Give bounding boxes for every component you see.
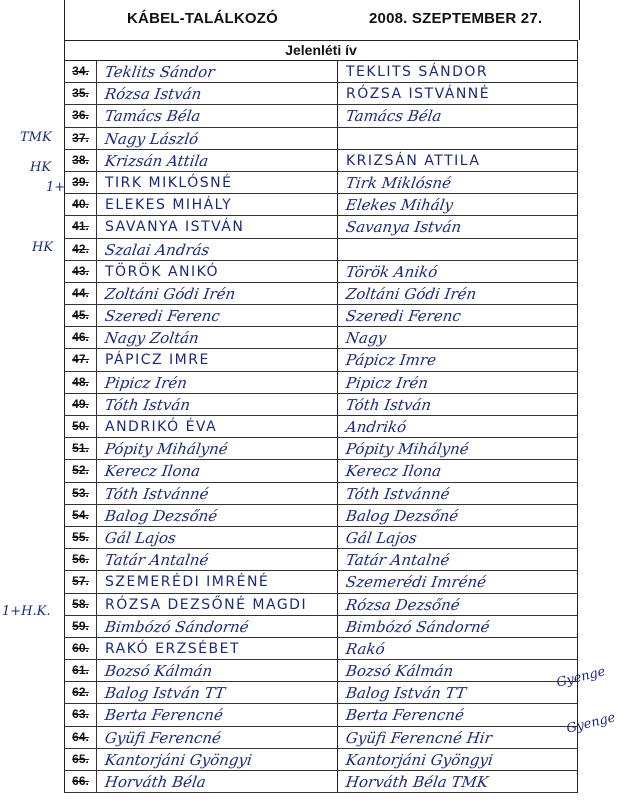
- attendee-signature: Zoltáni Gódi Irén: [344, 284, 478, 303]
- name-cell: [97, 638, 338, 659]
- attendee-signature: Tirk Miklósné: [344, 173, 453, 192]
- name-cell: [97, 438, 338, 459]
- signature-cell: [338, 172, 579, 193]
- margin-note-hk-3: 1+H.K.: [2, 604, 51, 619]
- signature-cell: [338, 549, 579, 570]
- attendee-signature: Pópity Mihályné: [344, 440, 471, 459]
- name-cell: [97, 460, 338, 481]
- attendee-name: Berta Ferencné: [103, 706, 225, 725]
- table-row: [64, 172, 578, 194]
- attendee-name: Kantorjáni Gyöngyi: [103, 750, 254, 769]
- table-row: [64, 704, 578, 726]
- name-cell: [97, 416, 338, 437]
- row-number: 60.: [65, 638, 97, 659]
- row-number: 48.: [65, 372, 97, 393]
- row-number: 38.: [65, 150, 97, 171]
- attendee-name: Krizsán Attila: [103, 151, 210, 170]
- table-row: [64, 571, 578, 593]
- attendee-name: ELEKES MIHÁLY: [105, 197, 233, 214]
- attendee-signature: TEKLITS SÁNDOR: [346, 64, 489, 80]
- attendee-name: Tóth István: [103, 395, 192, 414]
- attendee-signature: Tamács Béla: [344, 107, 443, 126]
- row-number: 50.: [65, 416, 97, 437]
- table-row: [64, 616, 578, 638]
- signature-cell: [338, 261, 579, 282]
- name-cell: [97, 194, 338, 215]
- signature-cell: [338, 394, 579, 415]
- row-number: 46.: [65, 327, 97, 348]
- attendee-name: Balog István TT: [103, 684, 227, 703]
- row-number: 41.: [65, 216, 97, 237]
- name-cell: [97, 216, 338, 237]
- row-number: 64.: [65, 727, 97, 748]
- attendee-name: Gyüfi Ferencné: [103, 728, 223, 747]
- row-number: 42.: [65, 239, 97, 260]
- attendee-name: Balog Dezsőné: [103, 506, 219, 525]
- attendee-signature: Bimbózó Sándorné: [344, 617, 491, 636]
- attendance-table: [64, 61, 578, 793]
- row-number: 59.: [65, 616, 97, 637]
- attendee-signature: Nagy: [344, 329, 388, 348]
- signature-cell: [338, 594, 579, 615]
- row-number: 34.: [65, 61, 97, 82]
- table-row: [64, 749, 578, 771]
- attendee-name: Nagy László: [103, 129, 200, 148]
- signature-cell: [338, 327, 579, 348]
- attendee-signature: Horváth Béla TMK: [344, 773, 490, 791]
- signature-cell: [338, 438, 579, 459]
- table-row: [64, 394, 578, 416]
- signature-cell: [338, 61, 579, 82]
- attendee-name: Pipicz Irén: [103, 373, 189, 392]
- attendee-signature: Rakó: [344, 639, 386, 658]
- margin-note-hk-2: HK: [32, 240, 54, 255]
- attendee-name: ANDRIKÓ ÉVA: [105, 419, 218, 435]
- attendee-signature: Tóth Istvánné: [344, 484, 451, 503]
- attendee-name: RÓZSA DEZSŐNÉ MAGDI: [105, 596, 308, 613]
- row-number: 55.: [65, 527, 97, 548]
- attendee-name: Tatár Antalné: [103, 551, 210, 570]
- table-row: [64, 505, 578, 527]
- row-number: 51.: [65, 438, 97, 459]
- signature-cell: [338, 283, 579, 304]
- name-cell: [97, 394, 338, 415]
- row-number: 54.: [65, 505, 97, 526]
- name-cell: [97, 505, 338, 526]
- name-cell: [97, 771, 338, 792]
- table-row: [64, 83, 578, 105]
- name-cell: [97, 594, 338, 615]
- table-row: [64, 527, 578, 549]
- attendee-name: Rózsa István: [103, 85, 203, 104]
- attendee-signature: Elekes Mihály: [344, 196, 455, 215]
- name-cell: [97, 483, 338, 504]
- name-cell: [97, 61, 338, 82]
- signature-cell: [338, 216, 579, 237]
- attendee-name: Teklits Sándor: [103, 63, 216, 81]
- signature-cell: [338, 616, 579, 637]
- name-cell: [97, 372, 338, 393]
- name-cell: [97, 682, 338, 703]
- signature-cell: [338, 194, 579, 215]
- name-cell: [97, 616, 338, 637]
- table-row: [64, 638, 578, 660]
- attendee-name: Bimbózó Sándorné: [103, 617, 250, 636]
- row-number: 44.: [65, 283, 97, 304]
- table-row: [64, 305, 578, 327]
- table-row: [64, 150, 578, 172]
- attendee-signature: Kantorjáni Gyöngyi: [344, 750, 495, 769]
- name-cell: [97, 349, 338, 370]
- attendee-signature: Tóth István: [344, 395, 433, 414]
- row-number: 43.: [65, 261, 97, 282]
- signature-cell: [338, 150, 579, 171]
- table-row: [64, 438, 578, 460]
- attendee-signature: Szemerédi Imréné: [344, 573, 488, 592]
- margin-note-1plus: 1+: [46, 180, 66, 195]
- attendee-signature: Balog Dezsőné: [344, 506, 460, 525]
- name-cell: [97, 660, 338, 681]
- attendee-signature: Balog István TT: [344, 684, 468, 703]
- name-cell: [97, 749, 338, 770]
- table-row: [64, 372, 578, 394]
- name-cell: [97, 105, 338, 126]
- row-number: 56.: [65, 549, 97, 570]
- attendee-name: TIRK MIKLÓSNÉ: [105, 174, 233, 191]
- signature-cell: [338, 571, 579, 592]
- table-row: [64, 771, 578, 793]
- attendee-signature: KRIZSÁN ATTILA: [346, 152, 481, 169]
- table-row: [64, 283, 578, 305]
- attendee-name: Tóth Istvánné: [103, 484, 210, 503]
- signature-cell: [338, 749, 579, 770]
- signature-cell: [338, 239, 579, 260]
- signature-cell: [338, 771, 579, 792]
- name-cell: [97, 283, 338, 304]
- signature-cell: [338, 704, 579, 725]
- attendee-signature: Pápicz Imre: [344, 351, 438, 370]
- row-number: 47.: [65, 349, 97, 370]
- table-row: [64, 549, 578, 571]
- table-row: [64, 416, 578, 438]
- signature-cell: [338, 83, 579, 104]
- signature-cell: [338, 682, 579, 703]
- signature-cell: [338, 660, 579, 681]
- table-row: [64, 682, 578, 704]
- signature-cell: [338, 305, 579, 326]
- attendee-name: SZEMERÉDI IMRÉNÉ: [105, 574, 270, 591]
- attendee-signature: RÓZSA ISTVÁNNÉ: [346, 86, 491, 103]
- name-cell: [97, 261, 338, 282]
- name-cell: [97, 128, 338, 149]
- row-number: 58.: [65, 594, 97, 615]
- attendee-name: TÖRÖK ANIKÓ: [105, 263, 220, 280]
- attendee-signature: Andrikó: [344, 418, 408, 436]
- row-number: 53.: [65, 483, 97, 504]
- signature-cell: [338, 505, 579, 526]
- attendee-signature: Berta Ferencné: [344, 706, 466, 725]
- table-row: [64, 61, 578, 83]
- table-row: [64, 194, 578, 216]
- margin-note-gyenge-1: Gyenge: [554, 664, 607, 691]
- name-cell: [97, 527, 338, 548]
- table-row: [64, 261, 578, 283]
- signature-cell: [338, 416, 579, 437]
- row-number: 36.: [65, 105, 97, 126]
- row-number: 40.: [65, 194, 97, 215]
- name-cell: [97, 704, 338, 725]
- row-number: 66.: [65, 771, 97, 792]
- attendee-signature: Kerecz Ilona: [344, 462, 443, 481]
- table-row: [64, 727, 578, 749]
- table-row: [64, 660, 578, 682]
- signature-cell: [338, 527, 579, 548]
- signature-cell: [338, 105, 579, 126]
- signature-cell: [338, 372, 579, 393]
- name-cell: [97, 571, 338, 592]
- margin-note-tmk: TMK: [20, 130, 52, 145]
- sheet-header: [64, 0, 580, 40]
- row-number: 37.: [65, 128, 97, 149]
- row-number: 61.: [65, 660, 97, 681]
- name-cell: [97, 150, 338, 171]
- row-number: 62.: [65, 682, 97, 703]
- margin-note-gyenge-2: Gyenge: [564, 710, 617, 737]
- attendee-name: Horváth Béla: [103, 773, 208, 791]
- margin-note-hk: HK: [30, 160, 52, 175]
- row-number: 57.: [65, 571, 97, 592]
- row-number: 63.: [65, 704, 97, 725]
- row-number: 65.: [65, 749, 97, 770]
- table-row: [64, 216, 578, 238]
- attendee-signature: Török Anikó: [344, 262, 439, 281]
- name-cell: [97, 83, 338, 104]
- event-date: 2008. SZEPTEMBER 27.: [369, 10, 543, 27]
- signature-cell: [338, 638, 579, 659]
- event-title: KÁBEL-TALÁLKOZÓ: [127, 10, 279, 27]
- name-cell: [97, 549, 338, 570]
- name-cell: [97, 305, 338, 326]
- attendance-sheet: [64, 0, 578, 800]
- attendee-signature: Bozsó Kálmán: [344, 662, 455, 681]
- sheet-title: Jelenléti ív: [64, 40, 578, 61]
- table-row: [64, 483, 578, 505]
- attendee-name: SAVANYA ISTVÁN: [105, 219, 245, 236]
- table-row: [64, 594, 578, 616]
- signature-cell: [338, 128, 579, 149]
- attendee-name: Nagy Zoltán: [103, 329, 201, 348]
- name-cell: [97, 727, 338, 748]
- attendee-name: Bozsó Kálmán: [103, 662, 214, 681]
- attendee-name: Szalai András: [103, 240, 211, 259]
- attendee-name: RAKÓ ERZSÉBET: [105, 640, 241, 657]
- attendee-name: PÁPICZ IMRE: [105, 352, 210, 369]
- attendee-name: Tamács Béla: [103, 107, 202, 126]
- attendee-signature: Gál Lajos: [344, 528, 419, 547]
- attendee-signature: Savanya István: [344, 218, 463, 237]
- table-row: [64, 349, 578, 371]
- signature-cell: [338, 727, 579, 748]
- signature-cell: [338, 460, 579, 481]
- name-cell: [97, 239, 338, 260]
- attendee-name: Kerecz Ilona: [103, 462, 202, 481]
- row-number: 49.: [65, 394, 97, 415]
- attendee-name: Pópity Mihályné: [103, 440, 230, 459]
- attendee-name: Gál Lajos: [103, 528, 178, 547]
- row-number: 39.: [65, 172, 97, 193]
- row-number: 52.: [65, 460, 97, 481]
- table-row: [64, 128, 578, 150]
- name-cell: [97, 327, 338, 348]
- signature-cell: [338, 483, 579, 504]
- table-row: [64, 327, 578, 349]
- attendee-name: Szeredi Ferenc: [103, 307, 222, 326]
- attendee-signature: Pipicz Irén: [344, 373, 430, 392]
- attendee-signature: Tatár Antalné: [344, 551, 451, 570]
- name-cell: [97, 172, 338, 193]
- signature-cell: [338, 349, 579, 370]
- table-row: [64, 460, 578, 482]
- attendee-signature: Rózsa Dezsőné: [344, 595, 461, 614]
- attendee-name: Zoltáni Gódi Irén: [103, 284, 237, 303]
- attendee-signature: Szeredi Ferenc: [344, 307, 463, 326]
- row-number: 45.: [65, 305, 97, 326]
- table-row: [64, 105, 578, 127]
- table-row: [64, 239, 578, 261]
- row-number: 35.: [65, 83, 97, 104]
- attendee-signature: Gyüfi Ferencné Hir: [344, 728, 494, 747]
